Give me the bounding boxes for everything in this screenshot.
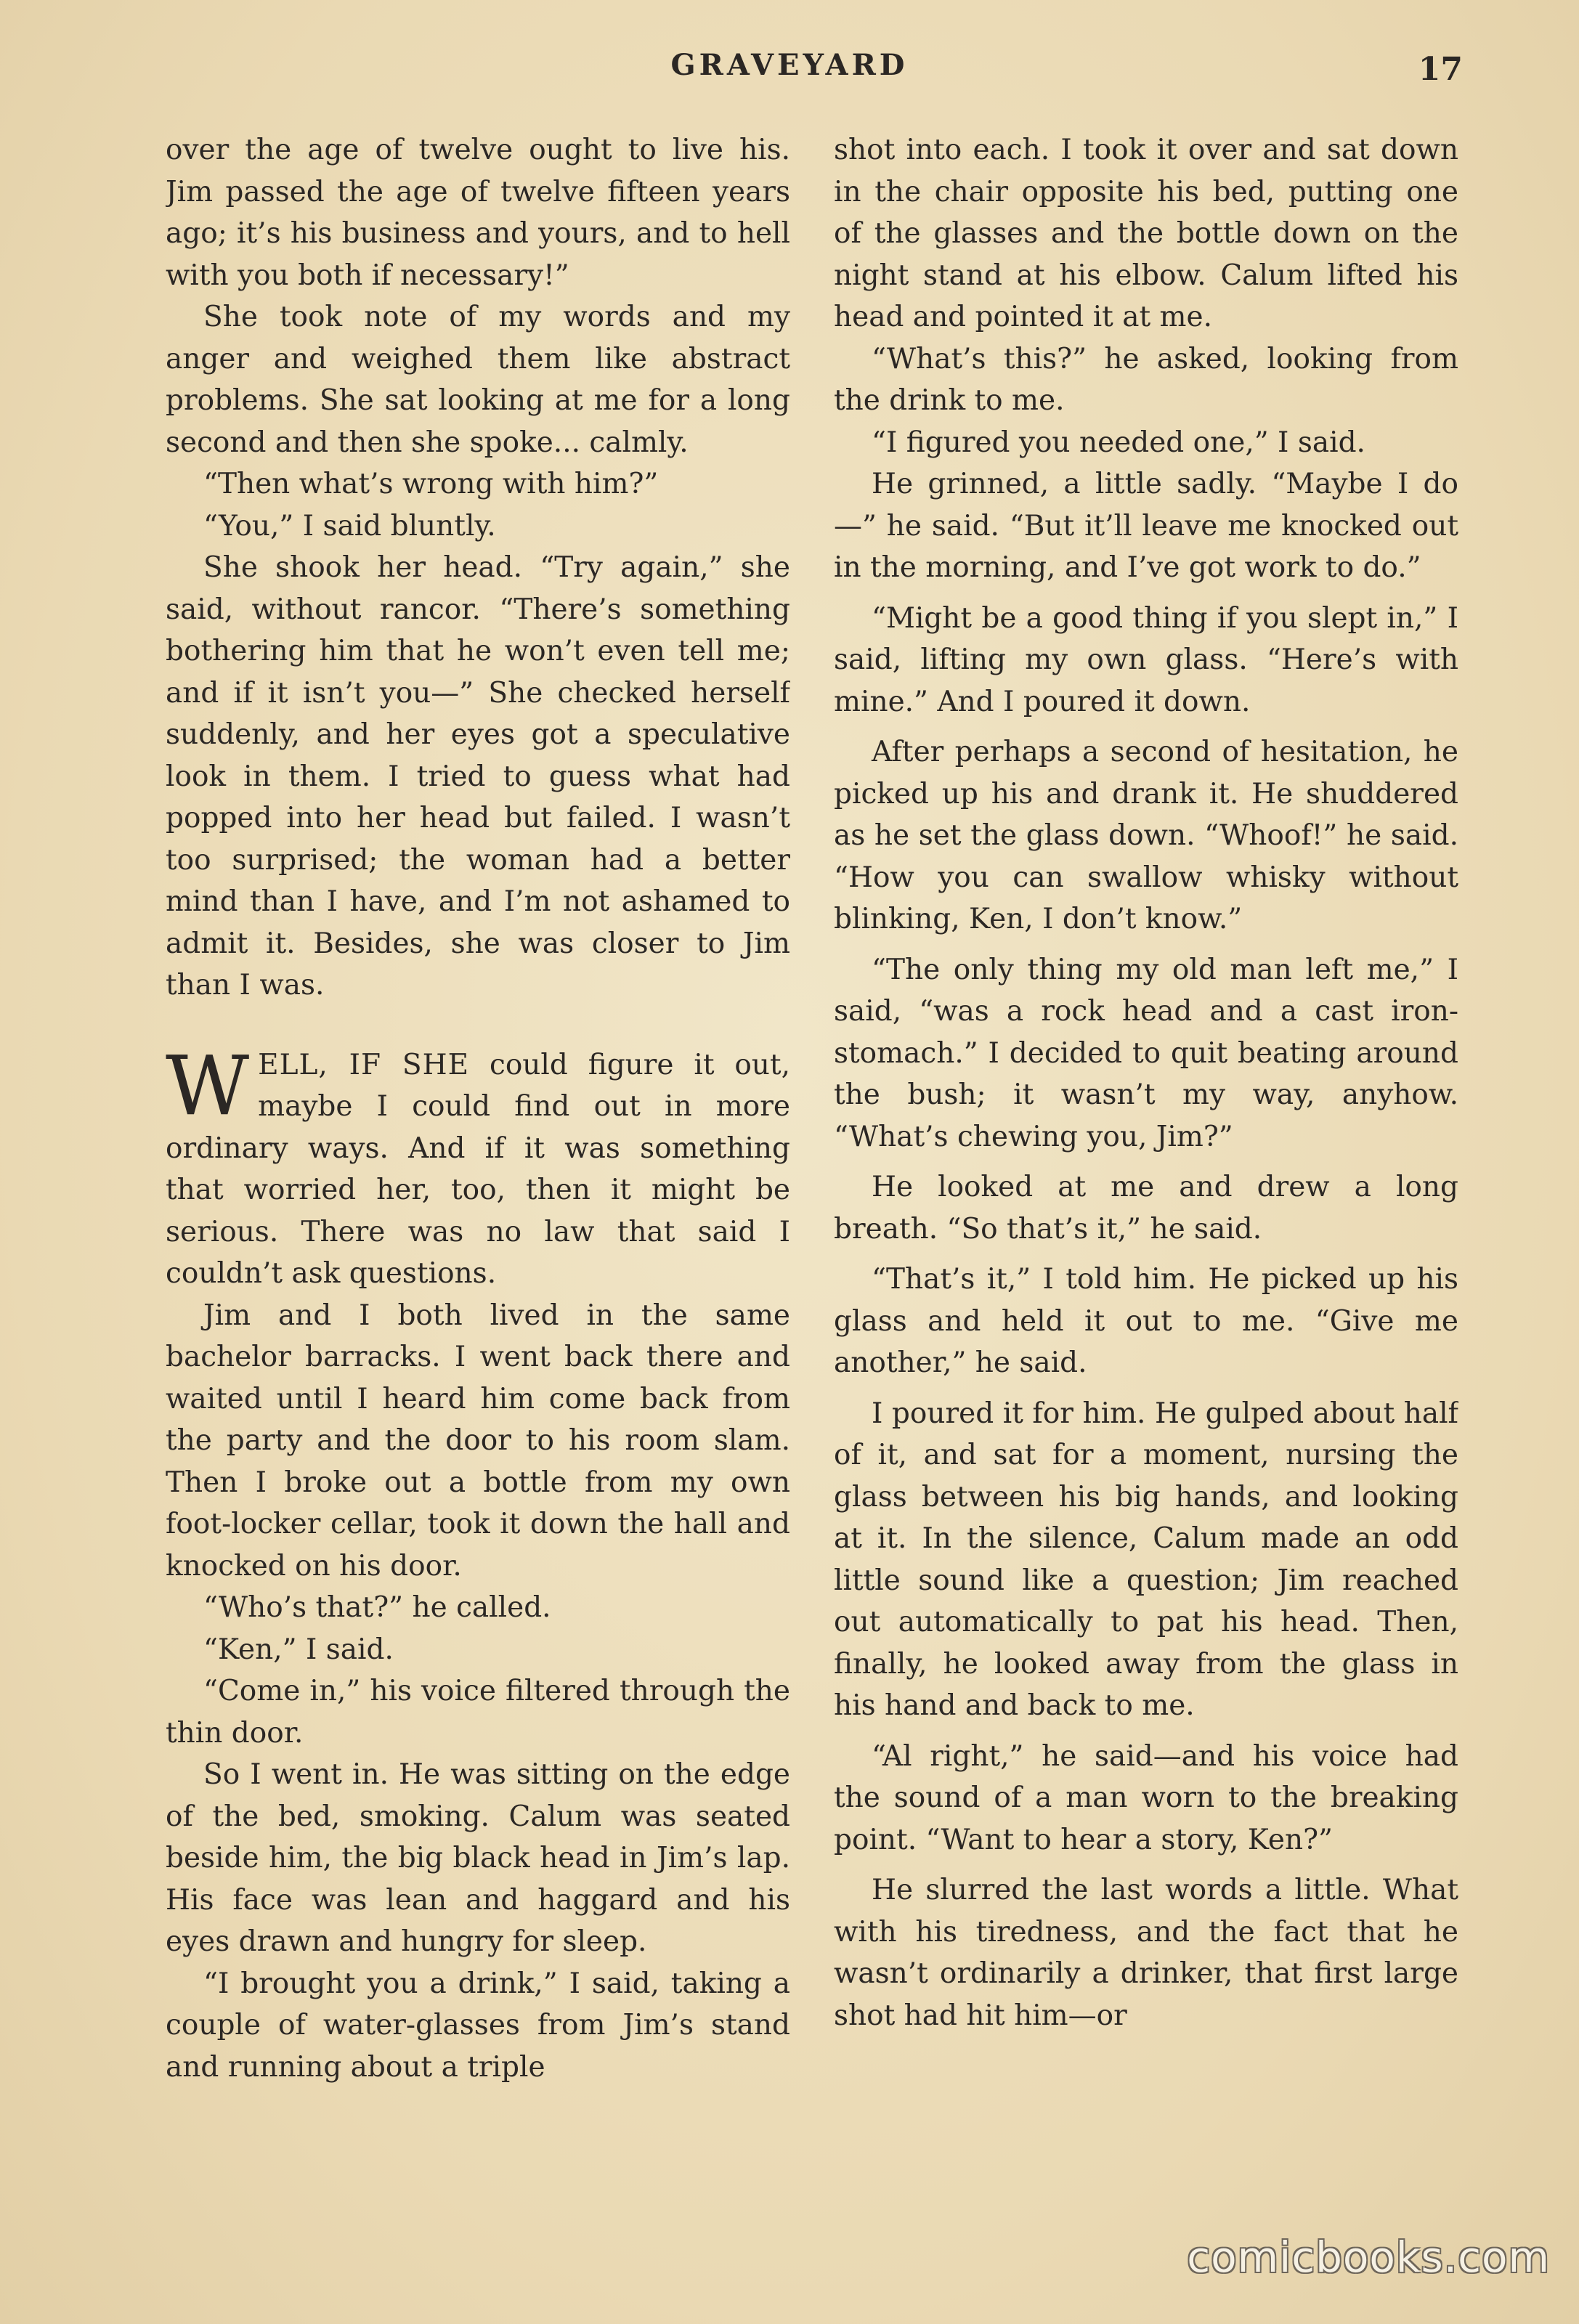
paragraph: He grinned, a little sadly. “Maybe I do—” he said. “But it’ll leave me knocked out in the morning, and I’ve got work to do.” [834, 468, 1458, 584]
right-column [834, 129, 1458, 2293]
paragraph: “That’s it,” I told him. He picked up his glass and held it out to me. “Give me another,” he said. [834, 1263, 1458, 1379]
paragraph: After perhaps a second of hesitation, he picked up his and drank it. He shuddered as he set the glass down. “Whoof!” he said. “How you can swallow whisky without blinking, Ken, I don’t know.” [834, 736, 1458, 935]
small-caps-lead: ELL, IF SHE [258, 1048, 470, 1081]
site-watermark: comicbooks.com [1187, 2232, 1550, 2282]
section-opening-paragraph [166, 1039, 790, 1295]
drop-cap: W [166, 1039, 250, 1134]
paragraph: “You,” I said bluntly. [203, 509, 496, 543]
page-header [0, 48, 1579, 99]
paragraph: “The only thing my old man left me,” I said, “was a rock head and a cast iron-stomach.” I decided to quit beating around the bush; it wasn’t my way, anyhow. “What’s chewing you, Jim?” [834, 953, 1458, 1153]
paragraph: She shook her head. “Try again,” she said, without rancor. “There’s something bothering him that he won’t even tell me; and if it isn’t you—” She checked herself suddenly, and her eyes got a speculative look in them. I tried to guess what had popped into her head but failed. I wasn’t too surprised; the woman had a better mind than I have, and I’m not ashamed to admit it. Besides, she was closer to Jim than I was. [166, 551, 790, 1001]
page-number: 17 [1418, 51, 1463, 88]
paragraph: “Then what’s wrong with him?” [203, 468, 659, 500]
paragraph: “Might be a good thing if you slept in,” I said, lifting my own glass. “Here’s with mine.” And I poured it down. [834, 601, 1458, 718]
paragraph: “Come in,” his voice filtered through the thin door. [166, 1675, 790, 1750]
paragraph: He slurred the last words a little. What with his tiredness, and the fact that he wasn’t ordinarily a drinker, that first large shot had hit him—or [834, 1874, 1458, 2032]
paragraph-text: could figure it out, maybe I could find out in more ordinary ways. And if it was something that worried her, too, then it might be serious. There was no law that said I couldn’t ask questions. [166, 1048, 790, 1290]
paragraph: She took note of my words and my anger and weighed them like abstract problems. She sat looking at me for a long second and then she spoke... calmly. [166, 301, 790, 459]
running-title: GRAVEYARD [670, 48, 909, 82]
paragraph: So I went in. He was sitting on the edge of the bed, smoking. Calum was seated beside him, the big black head in Jim’s lap. His face was lean and haggard and his eyes drawn and hungry for sleep. [166, 1758, 790, 1958]
paragraph: “What’s this?” he asked, looking from the drink to me. [834, 342, 1458, 417]
paragraph: “Who’s that?” he called. [203, 1591, 551, 1624]
paragraph: Jim and I both lived in the same bachelor barracks. I went back there and waited until I heard him come back from the party and the door to his room slam. Then I broke out a bottle from my own foot-locker cellar, took it down the hall and knocked on his door. [166, 1299, 790, 1582]
paragraph: “Ken,” I said. [203, 1633, 394, 1666]
paragraph: shot into each. I took it over and sat down in the chair opposite his bed, putting one of the glasses and the bottle down on the night stand at his elbow. Calum lifted his head and pointed it at me. [834, 134, 1458, 333]
paragraph: “I brought you a drink,” I said, taking a couple of water-glasses from Jim’s stand and running about a triple [166, 1967, 790, 2084]
left-column [166, 129, 790, 2293]
paragraph: He looked at me and drew a long breath. “So that’s it,” he said. [834, 1171, 1458, 1246]
paragraph: “Al right,” he said—and his voice had the sound of a man worn to the breaking point. “Want to hear a story, Ken?” [834, 1739, 1458, 1856]
paragraph: “I figured you needed one,” I said. [872, 426, 1365, 459]
paragraph: over the age of twelve ought to live his. Jim passed the age of twelve fifteen years ago; it’s his business and yours, and to hell with you both if necessary!” [166, 134, 790, 292]
paragraph: I poured it for him. He gulped about half of it, and sat for a moment, nursing the glass between his big hands, and looking at it. In the silence, Calum made an odd little sound like a question; Jim reached out automatically to pat his head. Then, finally, he looked away from the glass in his hand and back to me. [834, 1397, 1458, 1722]
